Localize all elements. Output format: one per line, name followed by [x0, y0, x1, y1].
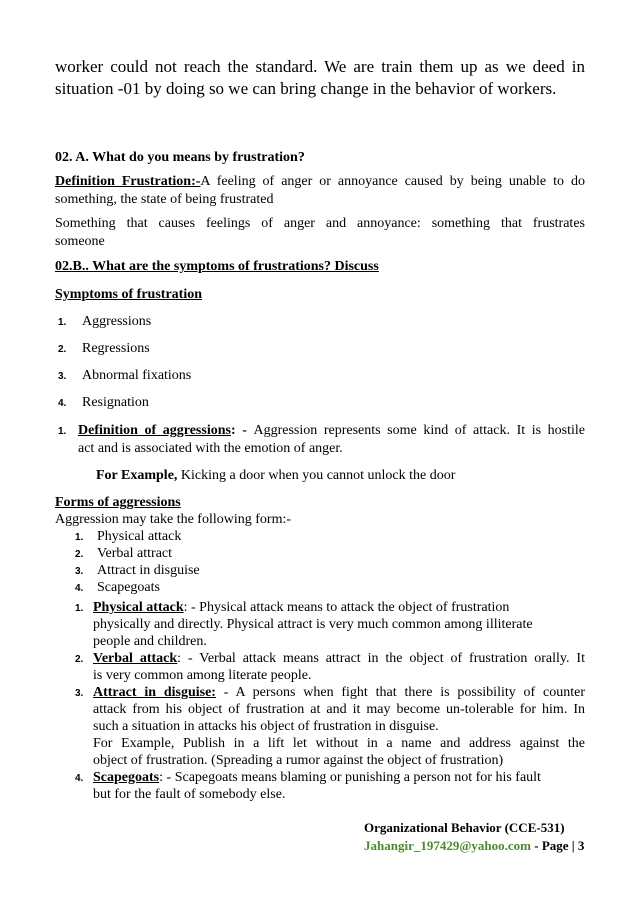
example-text: Kicking a door when you cannot unlock the door	[180, 468, 456, 483]
symptom-item: Aggressions	[82, 314, 152, 329]
symptom-item: Resignation	[82, 395, 149, 410]
footer-line	[364, 837, 584, 854]
forms-heading: Forms of aggressions	[55, 495, 181, 510]
detail-physical-line-1: Physical attack: - Physical attack means to attack the object of frustration	[93, 600, 510, 615]
detail-disguise-line-1: Attract in disguise: - A persons when fight that there is possibility of counter	[93, 685, 586, 700]
detail-physical-label: Physical attack	[93, 600, 184, 615]
symptom-num: 2.	[58, 344, 67, 355]
symptoms-heading: Symptoms of frustration	[55, 287, 202, 302]
footer-page: - Page | 3	[531, 838, 585, 853]
definition-aggr-text-1: Aggression represents some kind of attack. It is hostile	[253, 423, 585, 438]
detail-disguise-label: Attract in disguise:	[93, 685, 216, 700]
detail-num: 2.	[75, 654, 84, 665]
definition-aggressions	[78, 422, 585, 439]
q2b-heading: 02.B.. What are the symptoms of frustrations? Discuss	[55, 259, 379, 274]
form-num: 4.	[75, 583, 84, 594]
form-num: 2.	[75, 549, 84, 560]
detail-disguise-line-3: such a situation in attacks his object of frustration in disguise.	[93, 719, 439, 734]
forms-intro: Aggression may take the following form:-	[55, 512, 292, 527]
intro-line-2: situation -01 by doing so we can bring change in the behavior of workers.	[55, 79, 557, 98]
footer-course: Organizational Behavior (CCE-531)	[364, 820, 565, 835]
symptom-num: 4.	[58, 398, 67, 409]
form-num: 1.	[75, 532, 84, 543]
form-item: Scapegoats	[97, 580, 160, 595]
definition-label: Definition Frustration:-	[55, 174, 201, 189]
definition-aggr-num: 1.	[58, 426, 67, 437]
form-item: Verbal attract	[97, 546, 173, 561]
detail-num: 4.	[75, 773, 84, 784]
footer-email: Jahangir_197429@yahoo.com	[364, 838, 532, 853]
detail-verbal-line-1: Verbal attack: - Verbal attack means attract in the object of frustration orally. It	[93, 651, 585, 666]
detail-disguise-line-5: object of frustration. (Spreading a rumor against the object of frustration)	[93, 753, 504, 768]
form-item: Physical attack	[97, 529, 182, 544]
detail-scapegoats-label: Scapegoats	[93, 770, 160, 785]
detail-num: 1.	[75, 603, 84, 614]
definition-text-1: A feeling of anger or annoyance caused by being unable to do	[200, 174, 585, 189]
detail-scapegoats-line-2: but for the fault of somebody else.	[93, 787, 286, 802]
detail-scapegoats-line-1: Scapegoats: - Scapegoats means blaming or punishing a person not for his fault	[93, 770, 541, 785]
definition-aggr-text-2: act and is associated with the emotion of anger.	[78, 441, 343, 456]
symptom-num: 3.	[58, 371, 67, 382]
detail-disguise-line-2: attack from his object of frustration at and it may become un-tolerable for him. In	[93, 702, 585, 717]
definition-aggr-sep: : -	[230, 423, 254, 438]
q2a-heading: 02. A. What do you means by frustration?	[55, 150, 305, 165]
example-line	[96, 467, 455, 484]
symptom-item: Regressions	[82, 341, 150, 356]
form-num: 3.	[75, 566, 84, 577]
definition-2-line-1: Something that causes feelings of anger and annoyance: something that frustrates	[55, 216, 585, 231]
form-item: Attract in disguise	[97, 563, 200, 578]
detail-physical-line-2: physically and directly. Physical attract is very much common among illiterate	[93, 617, 533, 632]
definition-2-line-2: someone	[55, 234, 105, 249]
example-label: For Example,	[96, 468, 178, 483]
symptom-num: 1.	[58, 317, 67, 328]
symptom-item: Abnormal fixations	[82, 368, 192, 383]
detail-num: 3.	[75, 688, 84, 699]
intro-line-1: worker could not reach the standard. We are train them up as we deed in	[55, 57, 585, 76]
detail-verbal-line-2: is very common among literate people.	[93, 668, 312, 683]
detail-disguise-line-4: For Example, Publish in a lift let without in a name and address against the	[93, 736, 585, 751]
detail-verbal-label: Verbal attack	[93, 651, 178, 666]
definition-text-2: something, the state of being frustrated	[55, 192, 274, 207]
definition-frustration	[55, 173, 585, 190]
detail-physical-line-3: people and children.	[93, 634, 207, 649]
definition-aggr-label: Definition of aggressions	[78, 423, 231, 438]
